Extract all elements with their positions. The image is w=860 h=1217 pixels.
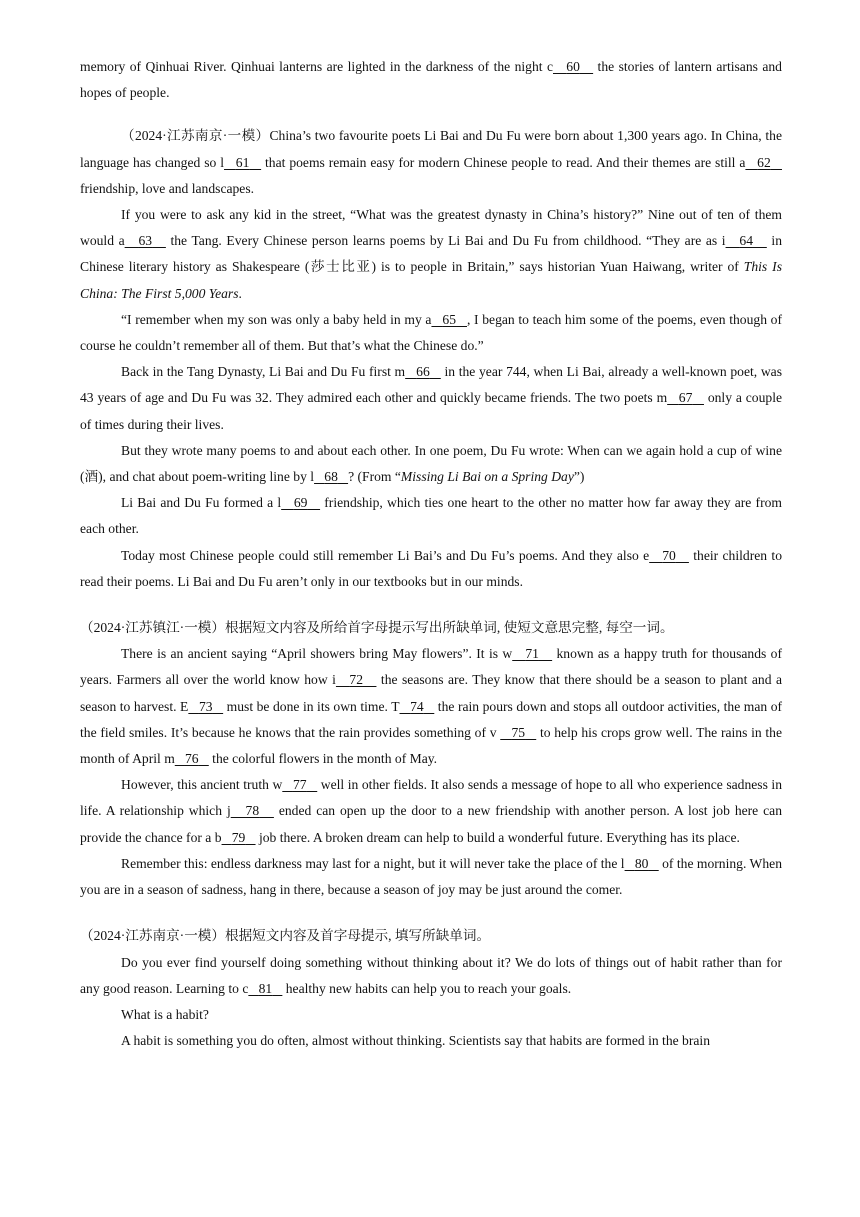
passage3-header: （2024·江苏南京·一模）根据短文内容及首字母提示, 填写所缺单词。 xyxy=(80,928,491,944)
blank-80[interactable]: 80 xyxy=(634,855,649,871)
blank-60[interactable]: 60 xyxy=(566,59,580,74)
passage1-paragraph-1: （2024·江苏南京·一模）China’s two favourite poets Li Bai and Du Fu were born about 1,300 years ago. In China, the language has changed so l 61 that poems remain easy for modern Chinese people to read. And their themes are still a 62 friendship, love and landscapes. xyxy=(80,128,783,196)
passage1-paragraph-4: Back in the Tang Dynasty, Li Bai and Du Fu first m 66 in the year 744, when Li Bai, already a well-known poet, was 43 years of age and Du Fu was 32. They admired each other and quickly became friends. The two poets m 67 only a couple of times during their lives. xyxy=(80,364,782,432)
passage2-header: （2024·江苏镇江·一模）根据短文内容及所给首字母提示写出所缺单词, 使短文意思完整, 每空一词。 xyxy=(80,620,674,636)
passage1-source: （2024·江苏南京·一模） xyxy=(121,128,270,144)
passage2-paragraph-3: Remember this: endless darkness may last for a night, but it will never take the place of the l 80 of the morning. When you are in a season of sadness, hang in there, because a season of joy may be just around the comer. xyxy=(80,855,783,898)
blank-77[interactable]: 77 xyxy=(292,777,307,793)
blank-64[interactable]: 64 xyxy=(739,233,753,249)
blank-68[interactable]: 68 xyxy=(324,469,338,485)
blank-67[interactable]: 67 xyxy=(678,390,693,406)
blank-65[interactable]: 65 xyxy=(442,311,457,327)
passage3-subheading: What is a habit? xyxy=(121,1006,209,1022)
passage2-paragraph-2: However, this ancient truth w 77 well in other fields. It also sends a message of hope to all who experience sadness in life. A relationship which j 78 ended can open up the door to a new friendship with another person. A lost job here can provide the chance for a b 79 job there. A broken dream can help to build a wonderful future. Everything has its place. xyxy=(80,777,782,845)
blank-78[interactable]: 78 xyxy=(245,803,260,819)
passage1-paragraph-2: If you were to ask any kid in the street, “What was the greatest dynasty in China’s history?” Nine out of ten of them would a 63 the Tang. Every Chinese person learns poems by Li Bai and Du Fu from childhood. “They are as i 64 in Chinese literary history as Shakespeare (莎士比亚) is to people in Britain,” says historian Yuan Haiwang, writer of This Is China: The First 5,000 Years. xyxy=(80,207,782,301)
blank-75[interactable]: 75 xyxy=(511,724,526,740)
poem-title: Missing Li Bai on a Spring Day xyxy=(400,469,574,485)
book-title: This Is China: The First 5,000 Years xyxy=(80,259,782,301)
passage3-paragraph-2: A habit is something you do often, almost without thinking. Scientists say that habits are formed in the brain xyxy=(121,1033,710,1049)
blank-81[interactable]: 81 xyxy=(258,980,273,996)
passage1-paragraph-7: Today most Chinese people could still remember Li Bai’s and Du Fu’s poems. And they also e 70 their children to read their poems. Li Bai and Du Fu aren’t only in our textbooks but in our minds. xyxy=(80,547,782,589)
passage3-paragraph-1: Do you ever find yourself doing something without thinking about it? We do lots of things out of habit rather than for any good reason. Learning to c 81 healthy new habits can help you to reach your goals. xyxy=(80,954,782,996)
blank-74[interactable]: 74 xyxy=(410,698,424,714)
blank-71[interactable]: 71 xyxy=(525,646,539,662)
blank-62[interactable]: 62 xyxy=(757,154,771,170)
blank-63[interactable]: 63 xyxy=(138,233,153,249)
blank-69[interactable]: 69 xyxy=(293,495,308,511)
blank-79[interactable]: 79 xyxy=(231,829,246,845)
blank-66[interactable]: 66 xyxy=(416,364,430,380)
blank-70[interactable]: 70 xyxy=(662,547,676,563)
passage1-paragraph-3: “I remember when my son was only a baby held in my a 65 , I began to teach him some of the poems, even though of course he couldn’t remember all of them. But that’s what the Chinese do.” xyxy=(80,311,782,354)
passage1-paragraph-5: But they wrote many poems to and about each other. In one poem, Du Fu wrote: When can we again hold a cup of wine (酒), and chat about poem-writing line by l 68 ? (From “Missing Li Bai on a Spring Day”) xyxy=(80,442,782,485)
intro-paragraph: memory of Qinhuai River. Qinhuai lanterns are lighted in the darkness of the night c 60 the stories of lantern artisans and hopes of people. xyxy=(80,59,782,101)
blank-73[interactable]: 73 xyxy=(198,698,213,714)
blank-61[interactable]: 61 xyxy=(235,154,250,170)
blank-72[interactable]: 72 xyxy=(349,672,363,688)
blank-76[interactable]: 76 xyxy=(184,751,199,767)
passage2-paragraph-1: There is an ancient saying “April showers bring May flowers”. It is w 71 known as a happy truth for thousands of years. Farmers all over the world know how i 72 the seasons are. They know that there should be a season to plant and a season to harvest. E 73 must be done in its own time. T 74 the rain pours down and stops all outdoor activities, the man of the field smiles. It’s because he knows that the rain provides something of v 75 to help his crops grow well. The rains in the month of April m 76 the colorful flowers in the month of May. xyxy=(80,646,783,767)
passage1-paragraph-6: Li Bai and Du Fu formed a l 69 friendship, which ties one heart to the other no matter how far away they are from each other. xyxy=(80,495,782,537)
